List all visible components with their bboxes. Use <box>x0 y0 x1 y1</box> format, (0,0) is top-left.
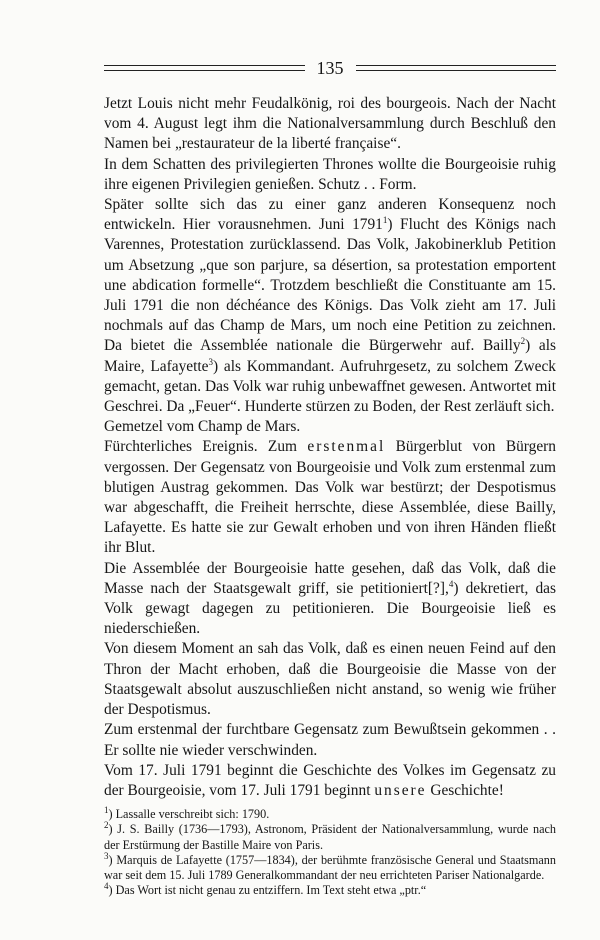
paragraph-text: ) als Kommandant. Aufruhrgesetz, zu solchem Zweck gemacht, getan. Das Volk war ruhig unbewaffnet gewesen. Antwortet mit Geschrei. Da „Feuer“. Hunderte stürzen zu Boden, der Rest zerläuft sich. <box>104 357 556 416</box>
page <box>104 56 556 898</box>
paragraph <box>104 639 556 720</box>
paragraph <box>104 94 556 155</box>
footnote-number: 2 <box>104 820 109 831</box>
paragraph <box>104 559 556 640</box>
paragraph-text: ) Flucht des Königs nach Varennes, Protestation zurücklassend. Das Volk, Jakobinerklub Petition um Absetzung „que son parjure, sa désertion, sa protestation emportent une abdication formelle“. Trotzdem beschließt die Constituante am 15. Juli 1791 die non déchéance des Königs. Das Volk zieht am 17. Juli nochmals auf das Champ de Mars, um noch eine Petition zu zeichnen. Da bietet die Assemblée nationale die Bürgerwehr auf. Bailly <box>104 216 556 355</box>
footnote-text: ) Das Wort ist nicht genau zu entziffern. Im Text steht etwa „ptr.“ <box>108 883 427 898</box>
paragraph-text: Fürchterliches Ereignis. Zum <box>104 438 308 456</box>
paragraph <box>104 195 556 417</box>
footnote-marker: 2 <box>520 336 526 347</box>
paragraph <box>104 761 556 801</box>
footnote <box>104 807 556 822</box>
header-rule-right <box>356 65 557 71</box>
footnote-marker: 4 <box>448 578 454 589</box>
paragraph-text: In dem Schatten des privilegierten Thrones wollte die Bourgeoisie ruhig ihre eigenen Privilegien genießen. Schutz . . Form. <box>104 155 556 193</box>
footnote-marker: 1 <box>382 215 388 226</box>
paragraph-text: Gemetzel vom Champ de Mars. <box>104 418 301 436</box>
paragraph-text: ) dekretiert, das Volk gewagt dagegen zu petitionieren. Die Bourgeoisie ließ es niederschießen. <box>104 579 556 638</box>
paragraph-text: ) als Maire, Lafayette <box>104 337 556 375</box>
footnote-marker: 3 <box>208 356 213 367</box>
footnote <box>104 883 556 898</box>
header-rule-left <box>104 65 305 71</box>
footnote-number: 4 <box>104 881 109 892</box>
footnote-number: 3 <box>104 850 109 861</box>
paragraph <box>104 720 556 760</box>
footnote <box>104 822 556 852</box>
footnote-text: ) Lassalle verschreibt sich: 1790. <box>108 807 270 822</box>
paragraph-text: Zum erstenmal der furchtbare Gegensatz zum Bewußtsein gekommen . . Er sollte nie wieder verschwinden. <box>104 721 556 759</box>
footnotes <box>104 807 556 898</box>
body-text <box>104 94 556 801</box>
footnote <box>104 850 556 883</box>
paragraph <box>104 437 556 558</box>
paragraph-text: Geschichte! <box>426 781 504 799</box>
emphasis-text: unsere <box>374 781 427 799</box>
page-header <box>104 56 556 80</box>
paragraph <box>104 417 556 437</box>
paragraph-text: Vom 17. Juli 1791 beginnt die Geschichte des Volkes im Gegensatz zu der Bourgeoisie, vom 17. Juli 1791 beginnt <box>104 761 556 799</box>
footnote-text: ) Marquis de Lafayette (1757—1834), der berühmte französische General und Staatsmann war seit dem 15. Juli 1789 Generalkommandant der neu errichteten Pariser Nationalgarde. <box>104 852 556 882</box>
paragraph <box>104 155 556 195</box>
paragraph-text: Jetzt Louis nicht mehr Feudalkönig, roi des bourgeois. Nach der Nacht vom 4. August legt ihm die Nationalversammlung durch Beschluß den Namen bei „restaurateur de la liberté française“. <box>104 95 556 153</box>
paragraph-text: Die Assemblée der Bourgeoisie hatte gesehen, daß das Volk, daß die Masse nach der Staatsgewalt griff, sie petitioniert[?], <box>104 559 556 597</box>
paragraph-text: Bürgerblut von Bürgern vergossen. Der Gegensatz von Bourgeoisie und Volk zum erstenmal zum blutigen Austrag gekommen. Das Volk war bestürzt; der Despotismus war abgeschafft, die Freiheit herrschte, diese Assemblée, diese Bailly, Lafayette. Es hatte sie zur Gewalt erhoben und von ihren Händen fließt ihr Blut. <box>104 438 556 557</box>
footnote-text: ) J. S. Bailly (1736—1793), Astronom, Präsident der Nationalversammlung, wurde nach der Erstürmung der Bastille Maire von Paris. <box>104 822 556 852</box>
footnote-number: 1 <box>104 805 109 816</box>
emphasis-text: erstenmal <box>307 438 386 456</box>
page-number: 135 <box>316 58 344 78</box>
paragraph-text: Später sollte sich das zu einer ganz anderen Konsequenz noch entwickeln. Hier vorausnehmen. Juni 1791 <box>104 196 556 234</box>
paragraph-text: Von diesem Moment an sah das Volk, daß es einen neuen Feind auf den Thron der Macht erhoben, daß die Bourgeoisie die Masse von der Staatsgewalt absolut auszuschließen nicht anstand, so wenig wie früher der Despotismus. <box>104 640 556 719</box>
